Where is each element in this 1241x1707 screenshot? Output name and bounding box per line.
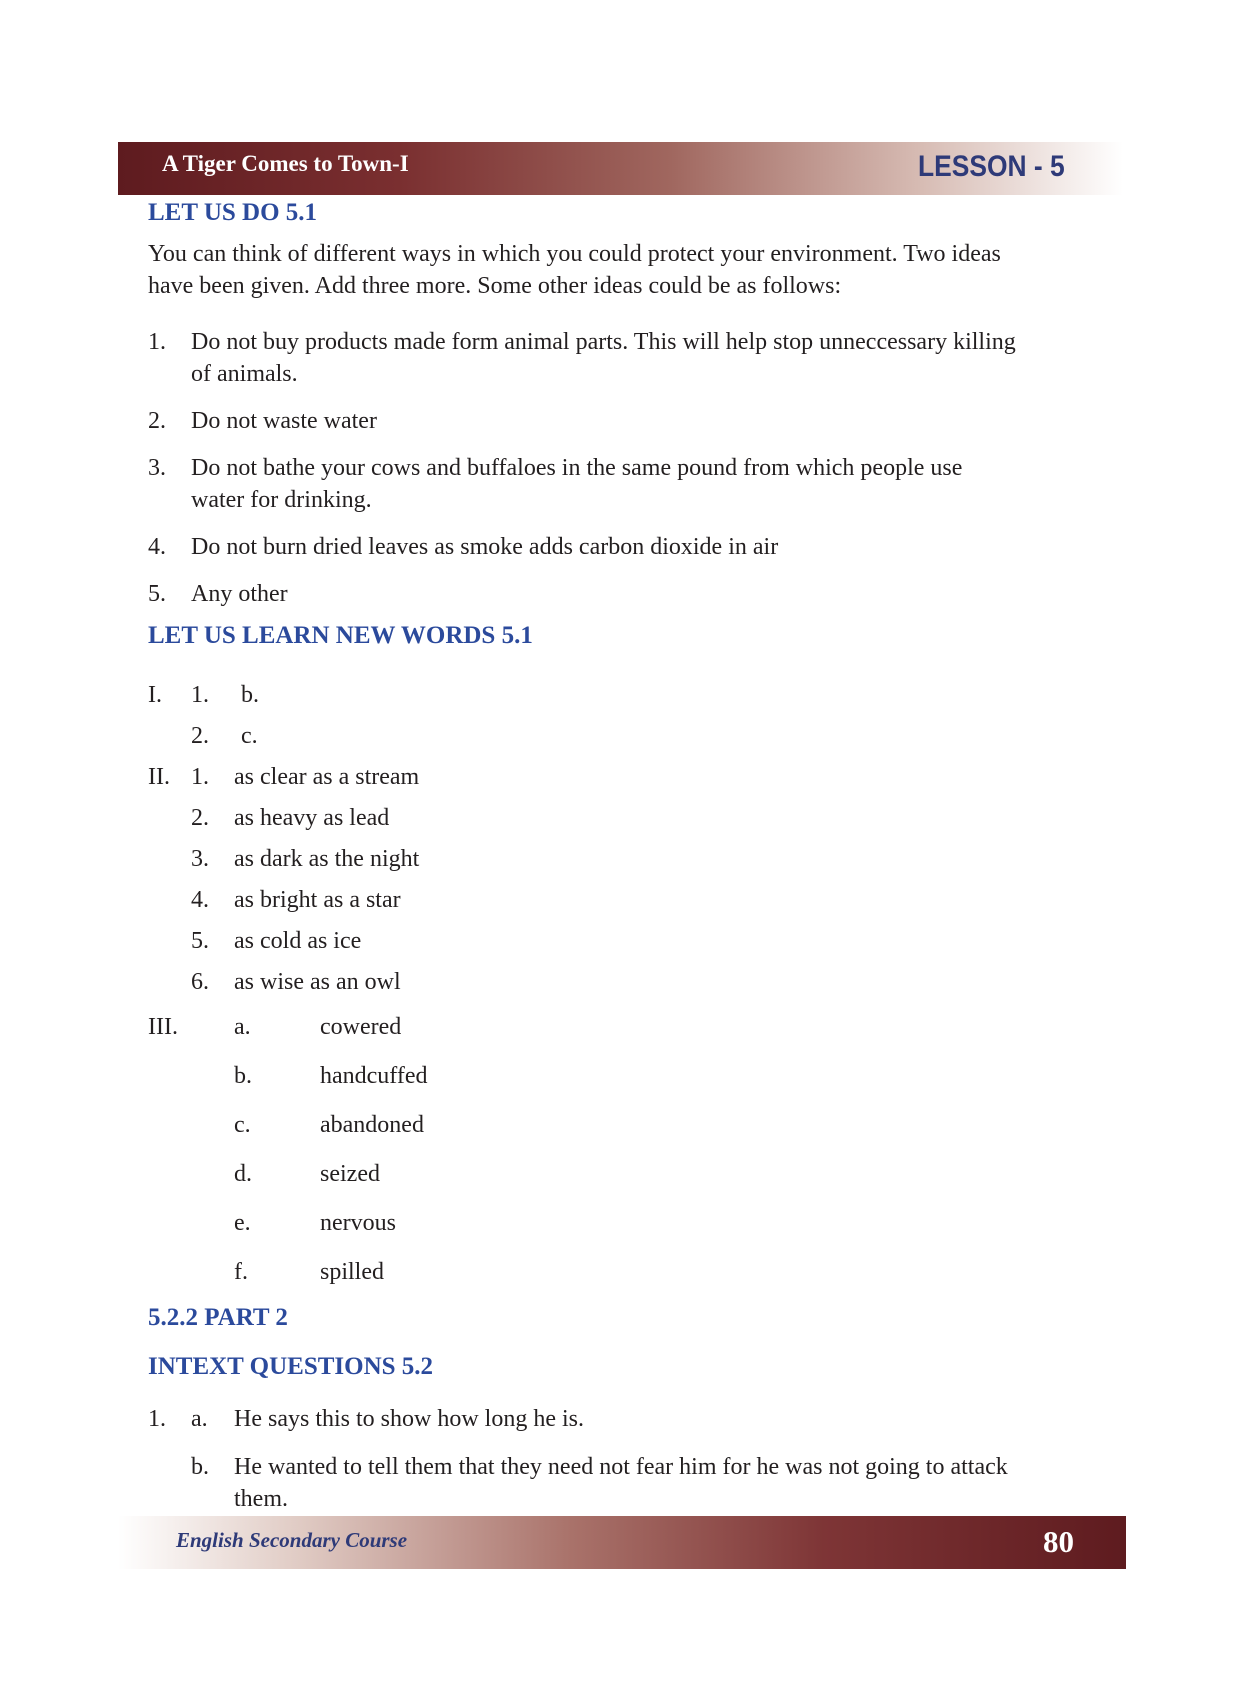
intro-paragraph [148, 238, 1001, 302]
item-number: 1. [148, 329, 166, 355]
intro-line: You can think of different ways in which you could protect your environment. Two ideas [148, 241, 1001, 267]
item-letter: c. [234, 1112, 251, 1138]
section-heading-new-words: LET US LEARN NEW WORDS 5.1 [148, 622, 533, 649]
list-item [148, 531, 1108, 565]
word-text: handcuffed [320, 1063, 428, 1089]
question-number: 1. [148, 1406, 166, 1432]
item-text-cont: water for drinking. [191, 487, 372, 513]
item-text: Do not burn dried leaves as smoke adds carbon dioxide in air [191, 534, 779, 560]
answer-letter: b. [191, 1454, 209, 1480]
page-number: 80 [1043, 1524, 1074, 1559]
word-text: cowered [320, 1014, 402, 1040]
item-number: 1. [191, 764, 209, 790]
simile-text: as heavy as lead [234, 805, 390, 831]
item-number: 3. [148, 455, 166, 481]
answer-letter: a. [191, 1406, 208, 1432]
chapter-title: A Tiger Comes to Town-I [162, 151, 409, 176]
answer-text-cont: them. [234, 1486, 288, 1512]
simile-text: as dark as the night [234, 846, 420, 872]
item-number: 4. [191, 887, 209, 913]
simile-text: as cold as ice [234, 928, 362, 954]
item-number: 5. [191, 928, 209, 954]
item-letter: b. [234, 1063, 252, 1089]
item-number: 4. [148, 534, 166, 560]
roman-numeral: I. [148, 682, 162, 708]
word-text: nervous [320, 1210, 396, 1236]
lesson-label: LESSON - 5 [918, 150, 1065, 183]
item-letter: e. [234, 1210, 251, 1236]
simile-text: as wise as an owl [234, 969, 401, 995]
list-item [148, 326, 1108, 396]
answer-text: c. [241, 723, 258, 749]
list-item [148, 405, 1108, 439]
section-heading-intext-questions: INTEXT QUESTIONS 5.2 [148, 1353, 434, 1380]
item-letter: d. [234, 1161, 252, 1187]
section-heading-let-us-do: LET US DO 5.1 [148, 199, 318, 226]
simile-text: as bright as a star [234, 887, 401, 913]
word-text: seized [320, 1161, 380, 1187]
roman-numeral: II. [148, 764, 170, 790]
list-item [148, 578, 1108, 612]
item-number: 2. [191, 805, 209, 831]
item-text-cont: of animals. [191, 361, 298, 387]
roman-numeral: III. [148, 1014, 178, 1040]
answer-text: He wanted to tell them that they need not fear him for he was not going to attack [234, 1454, 1008, 1480]
answer-text: He says this to show how long he is. [234, 1406, 584, 1432]
item-number: 2. [191, 723, 209, 749]
section-heading-part-2: 5.2.2 PART 2 [148, 1304, 288, 1331]
item-text: Any other [191, 581, 288, 607]
item-text: Do not buy products made form animal parts. This will help stop unneccessary killing [191, 329, 1016, 355]
item-number: 2. [148, 408, 166, 434]
word-text: spilled [320, 1259, 384, 1285]
item-text: Do not bathe your cows and buffaloes in the same pound from which people use [191, 455, 963, 481]
intro-line: have been given. Add three more. Some other ideas could be as follows: [148, 273, 842, 299]
word-text: abandoned [320, 1112, 424, 1138]
item-number: 3. [191, 846, 209, 872]
list-item [148, 452, 1108, 522]
simile-text: as clear as a stream [234, 764, 420, 790]
item-letter: f. [234, 1259, 248, 1285]
item-letter: a. [234, 1014, 251, 1040]
item-number: 5. [148, 581, 166, 607]
answer-text: b. [241, 682, 259, 708]
course-title: English Secondary Course [176, 1528, 408, 1552]
item-number: 1. [191, 682, 209, 708]
item-number: 6. [191, 969, 209, 995]
item-text: Do not waste water [191, 408, 377, 434]
